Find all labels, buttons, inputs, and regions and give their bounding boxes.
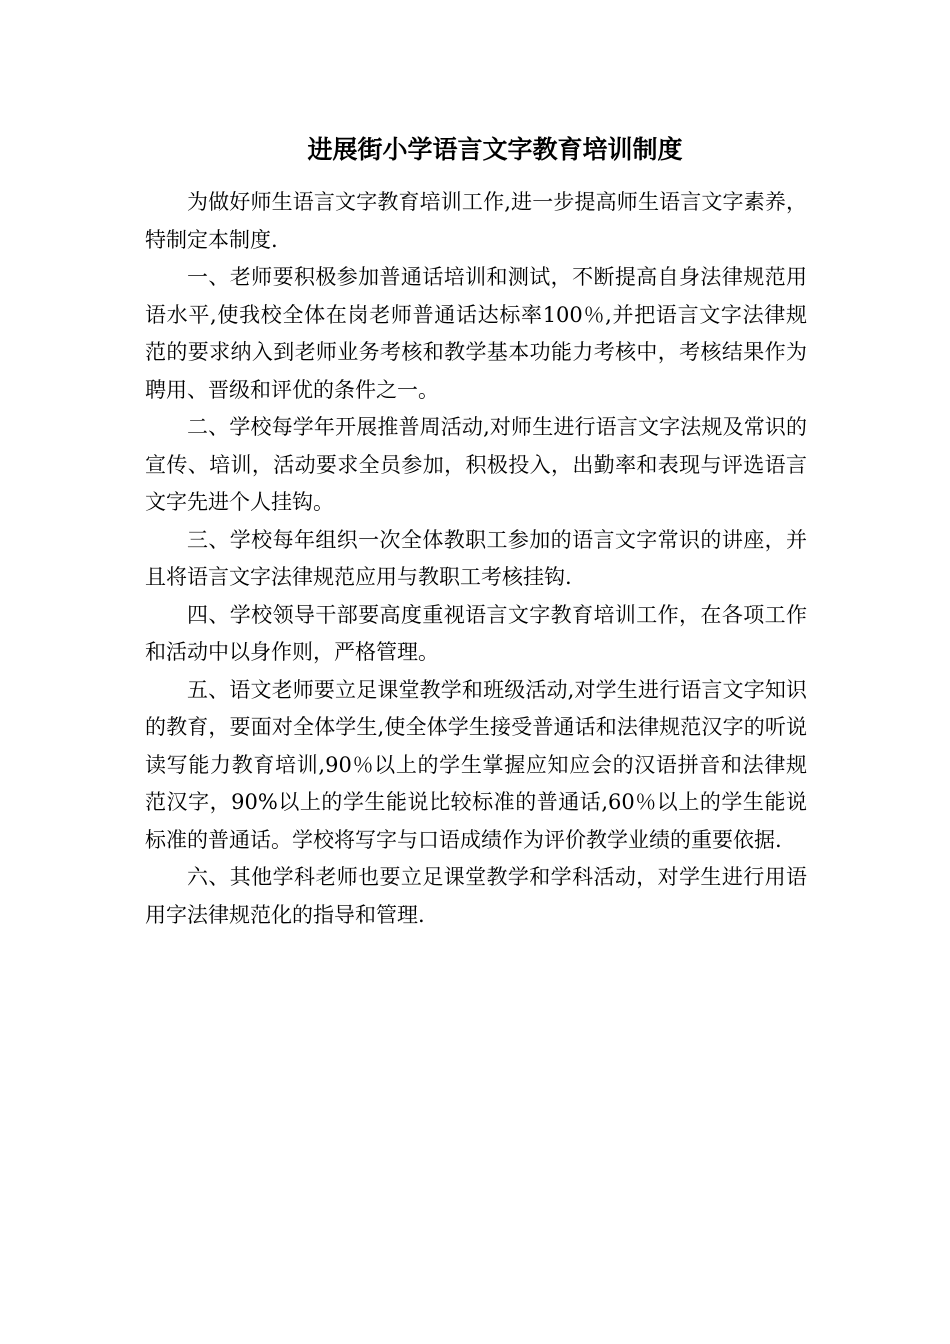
paragraph-intro: 为做好师生语言文字教育培训工作,进一步提高师生语言文字素养，特制定本制度. bbox=[145, 190, 807, 252]
paragraph-2: 二、学校每学年开展推普周活动,对师生进行语言文字法规及常识的宣传、培训，活动要求全员参加，积极投入，出勤率和表现与评选语言文字先进个人挂钩。 bbox=[145, 415, 807, 514]
paragraph-4: 四、学校领导干部要高度重视语言文字教育培训工作，在各项工作和活动中以身作则，严格管理。 bbox=[145, 602, 807, 664]
paragraph-6: 六、其他学科老师也要立足课堂教学和学科活动，对学生进行用语用字法律规范化的指导和管理. bbox=[145, 865, 807, 927]
paragraph-5: 五、语文老师要立足课堂教学和班级活动,对学生进行语言文字知识的教育，要面对全体学生,使全体学生接受普通话和法律规范汉字的听说读写能力教育培训,90％以上的学生掌握应知应会的汉语拼音和法律规范汉字，90%以上的学生能说比较标准的普通话,60％以上的学生能说标准的普通话。学校将写字与口语成绩作为评价教学业绩的重要依据. bbox=[145, 677, 807, 852]
document-body bbox=[145, 184, 807, 934]
document-title: 进展街小学语言文字教育培训制度 bbox=[307, 135, 683, 164]
paragraph-1: 一、老师要积极参加普通话培训和测试，不断提高自身法律规范用语水平,使我校全体在岗老师普通话达标率100％,并把语言文字法律规范的要求纳入到老师业务考核和教学基本功能力考核中，考核结果作为聘用、晋级和评优的条件之一。 bbox=[145, 265, 807, 402]
paragraph-3: 三、学校每年组织一次全体教职工参加的语言文字常识的讲座，并且将语言文字法律规范应用与教职工考核挂钩. bbox=[145, 527, 807, 589]
